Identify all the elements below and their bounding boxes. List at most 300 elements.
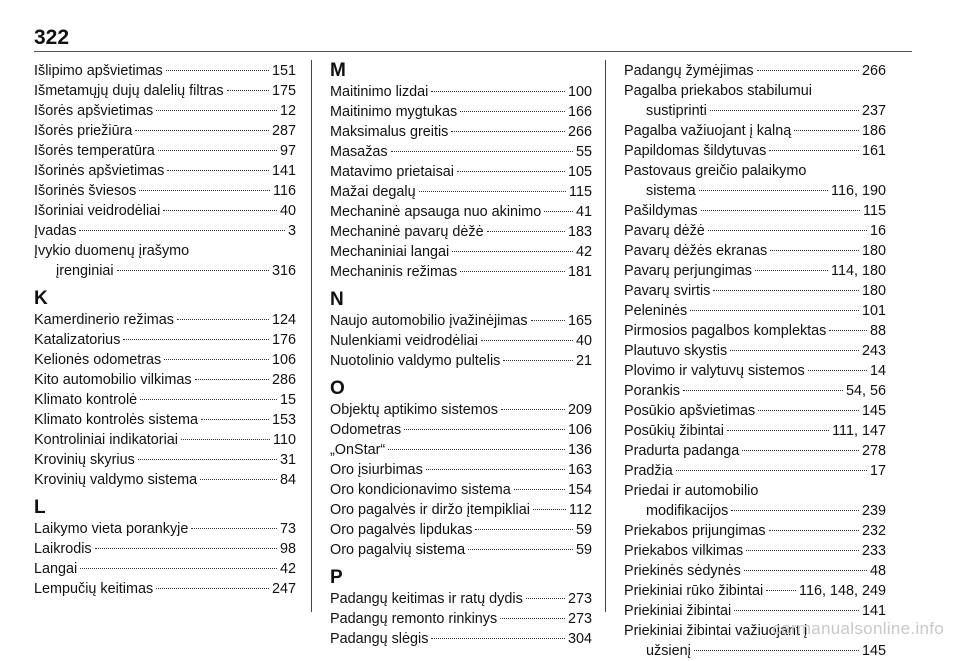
page-reference: 16 — [869, 223, 886, 239]
dot-leader — [727, 429, 829, 431]
page-reference: 40 — [279, 203, 296, 219]
page-reference: 42 — [575, 244, 592, 260]
index-term: Padangų remonto rinkinys — [330, 611, 498, 627]
index-term: Išorės apšvietimas — [34, 103, 154, 119]
index-term: Kelionės odometras — [34, 352, 162, 368]
dot-leader — [419, 190, 566, 192]
index-term: Nuotolinio valdymo pultelis — [330, 353, 501, 369]
index-term: Mechaninė apsauga nuo akinimo — [330, 204, 542, 220]
index-term: Papildomas šildytuvas — [624, 143, 767, 159]
dot-leader — [730, 349, 859, 351]
page-reference: 73 — [279, 521, 296, 537]
page-reference: 31 — [279, 452, 296, 468]
index-term: Odometras — [330, 422, 402, 438]
index-term: Plovimo ir valytuvų sistemos — [624, 363, 805, 379]
index-entry — [624, 281, 886, 301]
page-reference: 14 — [869, 363, 886, 379]
page-reference: 110 — [273, 432, 296, 448]
index-entry — [624, 241, 886, 261]
dot-leader — [808, 369, 867, 371]
dot-leader — [388, 448, 565, 450]
index-entry — [34, 559, 296, 579]
page-reference: 141 — [861, 603, 886, 619]
page-reference: 181 — [567, 264, 592, 280]
dot-leader — [158, 149, 277, 151]
dot-leader — [746, 549, 859, 551]
index-term: Oro pagalvės ir diržo įtempikliai — [330, 502, 530, 518]
index-term: sustiprinti — [646, 103, 707, 119]
page-reference: 151 — [271, 63, 296, 79]
section-letter: P — [330, 567, 343, 588]
index-term: Katalizatorius — [34, 332, 121, 348]
index-entry-heading: Pagalba priekabos stabilumui — [624, 83, 812, 99]
index-term: Oro pagalvių sistema — [330, 542, 466, 558]
dot-leader — [79, 229, 285, 231]
page-reference: 266 — [567, 124, 592, 140]
index-entry — [330, 202, 592, 222]
index-entry — [330, 400, 592, 420]
dot-leader — [501, 408, 565, 410]
dot-leader — [744, 569, 867, 571]
column-divider — [605, 60, 606, 612]
index-entry — [34, 201, 296, 221]
index-term: Kontroliniai indikatoriai — [34, 432, 178, 448]
dot-leader — [164, 358, 269, 360]
page-reference: 100 — [567, 84, 592, 100]
page-reference: 55 — [575, 144, 592, 160]
page-reference: 186 — [861, 123, 886, 139]
index-entry — [34, 579, 296, 599]
index-term: Oro kondicionavimo sistema — [330, 482, 511, 498]
index-entry — [330, 311, 592, 331]
index-term: Pašildymas — [624, 203, 698, 219]
page-reference: 278 — [861, 443, 886, 459]
index-term: Mechaninis režimas — [330, 264, 458, 280]
page-reference: 115 — [863, 203, 886, 219]
dot-leader — [200, 478, 277, 480]
index-entry — [34, 310, 296, 330]
page-reference: 287 — [271, 123, 296, 139]
page-reference: 286 — [271, 372, 296, 388]
dot-leader — [531, 319, 565, 321]
index-entry — [330, 222, 592, 242]
index-term: Posūkių žibintai — [624, 423, 724, 439]
index-entry — [624, 501, 886, 521]
page-reference: 165 — [567, 313, 592, 329]
dot-leader — [95, 547, 277, 549]
index-entry — [624, 361, 886, 381]
index-term: Priekiniai rūko žibintai — [624, 583, 764, 599]
index-entry — [34, 519, 296, 539]
index-term: Išorės temperatūra — [34, 143, 155, 159]
index-entry — [330, 102, 592, 122]
index-entry — [34, 370, 296, 390]
page-reference: 273 — [567, 611, 592, 627]
page-reference: 145 — [861, 403, 886, 419]
dot-leader — [701, 209, 860, 211]
index-column-1 — [34, 61, 296, 599]
page-reference: 88 — [869, 323, 886, 339]
index-entry — [624, 61, 886, 81]
index-entry — [624, 421, 886, 441]
page-reference: 176 — [271, 332, 296, 348]
index-term: Išmetamųjų dujų dalelių filtras — [34, 83, 224, 99]
dot-leader — [690, 309, 859, 311]
index-entry — [624, 181, 886, 201]
dot-leader — [683, 389, 843, 391]
page-reference: 112 — [569, 502, 592, 518]
page-reference: 41 — [575, 204, 592, 220]
header-rule — [34, 51, 912, 52]
index-term: Kito automobilio vilkimas — [34, 372, 192, 388]
index-term: Priekabos vilkimas — [624, 543, 744, 559]
index-term: Klimato kontrolė — [34, 392, 138, 408]
index-entry — [624, 121, 886, 141]
dot-leader — [731, 509, 859, 511]
index-term: Nulenkiami veidrodėliai — [330, 333, 478, 349]
index-entry — [624, 101, 886, 121]
index-term: Pirmosios pagalbos komplektas — [624, 323, 827, 339]
index-entry — [330, 331, 592, 351]
index-entry-heading: Įvykio duomenų įrašymo — [34, 243, 190, 259]
dot-leader — [452, 250, 573, 252]
dot-leader — [156, 587, 269, 589]
index-entry — [624, 221, 886, 241]
page-reference: 105 — [567, 164, 592, 180]
index-entry — [330, 142, 592, 162]
dot-leader — [391, 150, 573, 152]
dot-leader — [140, 398, 277, 400]
index-entry — [34, 330, 296, 350]
dot-leader — [191, 527, 277, 529]
index-term: Mechaniniai langai — [330, 244, 450, 260]
dot-leader — [514, 488, 565, 490]
index-entry — [34, 430, 296, 450]
index-entry — [34, 161, 296, 181]
index-entry — [624, 521, 886, 541]
page-reference: 166 — [567, 104, 592, 120]
column-divider — [311, 60, 312, 612]
index-entry — [330, 440, 592, 460]
index-entry — [330, 629, 592, 649]
page-reference: 237 — [861, 103, 886, 119]
dot-leader — [734, 609, 859, 611]
page-reference: 48 — [869, 563, 886, 579]
page-reference: 21 — [575, 353, 592, 369]
index-entry — [34, 450, 296, 470]
page-reference: 59 — [575, 542, 592, 558]
index-entry — [330, 609, 592, 629]
dot-leader — [139, 189, 270, 191]
page-reference: 12 — [279, 103, 296, 119]
index-entry — [34, 141, 296, 161]
index-term: Padangų keitimas ir ratų dydis — [330, 591, 523, 607]
index-term: Maitinimo mygtukas — [330, 104, 458, 120]
index-entry — [34, 350, 296, 370]
index-term: Pradurta padanga — [624, 443, 740, 459]
page-reference: 243 — [861, 343, 886, 359]
index-entry — [34, 390, 296, 410]
index-term: „OnStar“ — [330, 442, 386, 458]
page-reference: 17 — [869, 463, 886, 479]
index-entry — [330, 182, 592, 202]
index-entry — [34, 539, 296, 559]
page-reference: 116 — [273, 183, 296, 199]
index-term: Krovinių skyrius — [34, 452, 135, 468]
index-entry — [624, 581, 886, 601]
dot-leader — [177, 318, 269, 320]
dot-leader — [708, 229, 867, 231]
dot-leader — [431, 637, 565, 639]
index-term: Padangų žymėjimas — [624, 63, 754, 79]
index-entry — [34, 121, 296, 141]
index-entry — [330, 262, 592, 282]
index-entry — [624, 201, 886, 221]
page-reference: 233 — [861, 543, 886, 559]
index-entry-heading: Priedai ir automobilio — [624, 483, 759, 499]
dot-leader — [181, 438, 270, 440]
page-reference: 232 — [861, 523, 886, 539]
index-entry — [330, 500, 592, 520]
index-term: Maksimalus greitis — [330, 124, 449, 140]
index-term: Priekinės sėdynės — [624, 563, 741, 579]
index-term: Pradžia — [624, 463, 673, 479]
index-term: Mechaninė pavarų dėžė — [330, 224, 484, 240]
dot-leader — [481, 339, 573, 341]
index-entry — [624, 381, 886, 401]
index-entry — [34, 410, 296, 430]
dot-leader — [742, 449, 859, 451]
section-letter: M — [330, 60, 346, 81]
index-term: sistema — [646, 183, 696, 199]
index-term: Išorinės apšvietimas — [34, 163, 165, 179]
dot-leader — [156, 109, 277, 111]
page-reference: 106 — [271, 352, 296, 368]
dot-leader — [769, 149, 859, 151]
index-term: Oro pagalvės lipdukas — [330, 522, 473, 538]
index-entry — [330, 82, 592, 102]
page-reference: 141 — [271, 163, 296, 179]
index-entry — [624, 641, 886, 661]
dot-leader — [544, 210, 573, 212]
dot-leader — [460, 270, 565, 272]
page-reference: 59 — [575, 522, 592, 538]
index-term: Pavarų dėžės ekranas — [624, 243, 768, 259]
dot-leader — [460, 110, 565, 112]
page-reference: 97 — [279, 143, 296, 159]
index-entry — [34, 101, 296, 121]
index-entry — [330, 162, 592, 182]
index-column-3 — [624, 61, 886, 661]
dot-leader — [80, 567, 277, 569]
dot-leader — [475, 528, 573, 530]
dot-leader — [769, 529, 859, 531]
index-entry — [330, 589, 592, 609]
index-entry — [34, 261, 296, 281]
index-term: Išorinės šviesos — [34, 183, 137, 199]
page-reference: 84 — [279, 472, 296, 488]
page-reference: 115 — [569, 184, 592, 200]
index-entry — [330, 351, 592, 371]
index-term: Priekiniai žibintai — [624, 603, 732, 619]
index-entry — [624, 461, 886, 481]
dot-leader — [699, 189, 828, 191]
index-term: Lempučių keitimas — [34, 581, 154, 597]
index-entry — [330, 460, 592, 480]
page-reference: 273 — [567, 591, 592, 607]
dot-leader — [167, 169, 269, 171]
page-reference: 247 — [271, 581, 296, 597]
dot-leader — [166, 69, 269, 71]
index-entry — [624, 441, 886, 461]
index-entry-heading: Priekiniai žibintai važiuojant į — [624, 623, 808, 639]
page-reference: 101 — [861, 303, 886, 319]
index-term: Oro įsiurbimas — [330, 462, 423, 478]
index-entry — [34, 61, 296, 81]
index-entry — [624, 341, 886, 361]
page-reference: 239 — [861, 503, 886, 519]
dot-leader — [533, 508, 566, 510]
index-term: užsienį — [646, 643, 691, 659]
page-reference: 116, 148, 249 — [799, 583, 886, 599]
page-reference: 42 — [279, 561, 296, 577]
page-reference: 40 — [575, 333, 592, 349]
index-entry — [624, 321, 886, 341]
dot-leader — [794, 129, 859, 131]
index-entry — [624, 141, 886, 161]
index-entry — [624, 561, 886, 581]
page-reference: 153 — [271, 412, 296, 428]
page-reference: 183 — [567, 224, 592, 240]
index-entry — [624, 541, 886, 561]
dot-leader — [757, 69, 859, 71]
page-reference: 209 — [567, 402, 592, 418]
page-reference: 154 — [567, 482, 592, 498]
page-reference: 98 — [279, 541, 296, 557]
dot-leader — [676, 469, 867, 471]
dot-leader — [227, 89, 269, 91]
index-term: Mažai degalų — [330, 184, 416, 200]
index-entry — [624, 401, 886, 421]
page-number: 322 — [34, 26, 70, 49]
index-entry — [330, 420, 592, 440]
index-entry — [330, 122, 592, 142]
index-term: Laikymo vieta porankyje — [34, 521, 189, 537]
index-term: modifikacijos — [646, 503, 729, 519]
index-entry — [34, 470, 296, 490]
page-reference: 116, 190 — [831, 183, 886, 199]
index-term: Laikrodis — [34, 541, 92, 557]
dot-leader — [758, 409, 859, 411]
index-entry — [34, 81, 296, 101]
index-term: Pavarų svirtis — [624, 283, 711, 299]
index-term: Langai — [34, 561, 78, 577]
page-reference: 180 — [861, 243, 886, 259]
index-entry — [330, 520, 592, 540]
dot-leader — [431, 90, 565, 92]
index-column-2 — [330, 61, 592, 649]
dot-leader — [500, 617, 565, 619]
dot-leader — [451, 130, 565, 132]
page-reference: 15 — [279, 392, 296, 408]
index-entry — [330, 242, 592, 262]
index-term: Masažas — [330, 144, 388, 160]
section-letter: N — [330, 289, 344, 310]
index-entry — [624, 301, 886, 321]
index-term: Išoriniai veidrodėliai — [34, 203, 161, 219]
dot-leader — [138, 458, 277, 460]
page-reference: 163 — [567, 462, 592, 478]
index-term: Objektų aptikimo sistemos — [330, 402, 498, 418]
dot-leader — [163, 209, 277, 211]
index-entry-heading: Pastovaus greičio palaikymo — [624, 163, 807, 179]
dot-leader — [770, 249, 859, 251]
index-entry — [624, 261, 886, 281]
dot-leader — [713, 289, 859, 291]
dot-leader — [487, 230, 565, 232]
index-term: Išlipimo apšvietimas — [34, 63, 163, 79]
section-letter: O — [330, 378, 345, 399]
index-term: Maitinimo lizdai — [330, 84, 429, 100]
page-reference: 114, 180 — [831, 263, 886, 279]
page-reference: 266 — [861, 63, 886, 79]
dot-leader — [404, 428, 565, 430]
index-term: Įvadas — [34, 223, 77, 239]
dot-leader — [766, 589, 796, 591]
index-term: Pavarų dėžė — [624, 223, 705, 239]
dot-leader — [755, 269, 828, 271]
dot-leader — [468, 548, 573, 550]
page-reference: 180 — [861, 283, 886, 299]
index-term: Padangų slėgis — [330, 631, 429, 647]
page-reference: 3 — [287, 223, 296, 239]
index-entry — [34, 181, 296, 201]
index-term: Matavimo prietaisai — [330, 164, 454, 180]
index-term: Kamerdinerio režimas — [34, 312, 174, 328]
index-term: Posūkio apšvietimas — [624, 403, 756, 419]
dot-leader — [117, 269, 269, 271]
dot-leader — [135, 129, 269, 131]
page-reference: 54, 56 — [845, 383, 886, 399]
dot-leader — [123, 338, 269, 340]
index-entry — [34, 221, 296, 241]
page-reference: 161 — [861, 143, 886, 159]
index-term: Priekabos prijungimas — [624, 523, 766, 539]
index-term: Klimato kontrolės sistema — [34, 412, 198, 428]
index-term: Naujo automobilio įvažinėjimas — [330, 313, 528, 329]
index-term: Pagalba važiuojant į kalną — [624, 123, 792, 139]
index-entry — [330, 480, 592, 500]
page-reference: 111, 147 — [832, 423, 886, 439]
index-entry — [624, 601, 886, 621]
index-term: Krovinių valdymo sistema — [34, 472, 198, 488]
index-term: Pavarų perjungimas — [624, 263, 752, 279]
watermark: carmanualsonline.info — [772, 619, 944, 638]
page-reference: 136 — [567, 442, 592, 458]
dot-leader — [710, 109, 859, 111]
page-reference: 124 — [271, 312, 296, 328]
dot-leader — [201, 418, 269, 420]
dot-leader — [503, 359, 573, 361]
index-term: Plautuvo skystis — [624, 343, 728, 359]
dot-leader — [195, 378, 269, 380]
page-reference: 304 — [567, 631, 592, 647]
section-letter: L — [34, 497, 46, 518]
index-term: Porankis — [624, 383, 680, 399]
section-letter: K — [34, 288, 48, 309]
page-reference: 106 — [567, 422, 592, 438]
index-entry — [330, 540, 592, 560]
